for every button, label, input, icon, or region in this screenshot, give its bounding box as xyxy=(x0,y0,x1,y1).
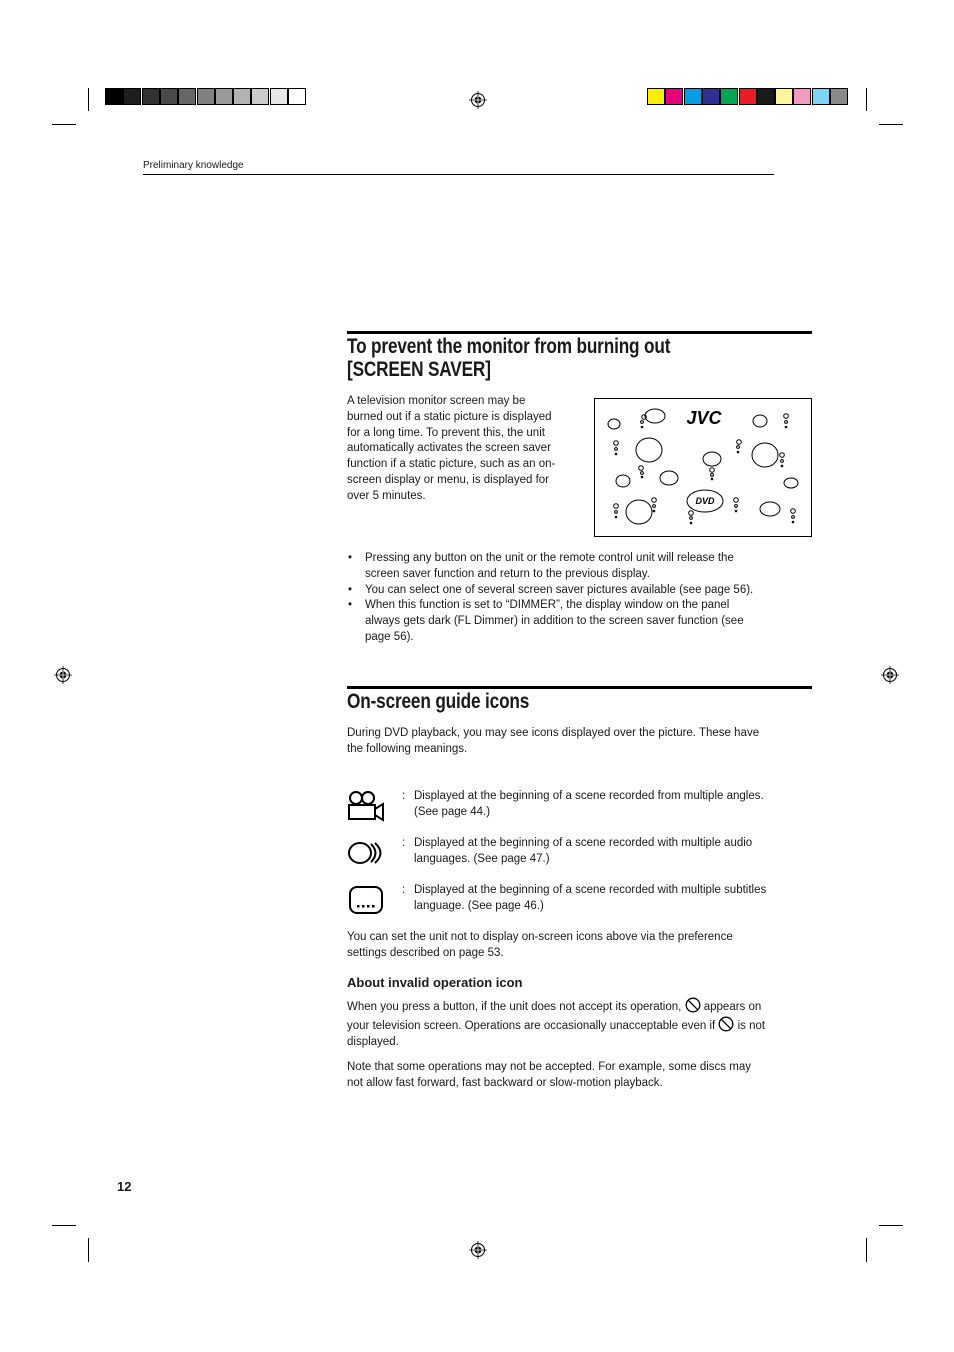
text-line: When this function is set to “DIMMER”, the display window on the panel xyxy=(365,599,730,612)
text-fragment: When you press a button, if the unit does not accept its operation, xyxy=(347,1001,682,1013)
bubbles-graphic xyxy=(595,399,811,536)
text-line: You can set the unit not to display on-screen icons above via the preference xyxy=(347,931,733,943)
screen-saver-illustration xyxy=(594,398,812,537)
text-line: A television monitor screen may be xyxy=(347,395,526,407)
text-fragment: your television screen. Operations are occasionally unacceptable even if xyxy=(347,1019,716,1032)
colon: : xyxy=(402,790,406,802)
list-item xyxy=(347,598,817,645)
text-line: Displayed at the beginning of a scene recorded from multiple angles. xyxy=(414,790,764,802)
colon: : xyxy=(402,837,406,849)
angle-camera-icon xyxy=(347,789,387,823)
invalid-operation-note xyxy=(347,1060,817,1092)
guide-icon-description xyxy=(414,836,814,868)
gray-swatch xyxy=(123,88,141,105)
text-line xyxy=(347,997,822,1016)
text-line: over 5 minutes. xyxy=(347,489,426,502)
gray-swatch xyxy=(160,88,178,105)
text-line: burned out if a static picture is displayed xyxy=(347,410,552,423)
gray-swatch xyxy=(215,88,233,105)
color-swatch xyxy=(775,88,793,105)
text-line: Displayed at the beginning of a scene recorded with multiple subtitles xyxy=(414,884,767,896)
gray-swatch xyxy=(233,88,251,105)
audio-language-icon xyxy=(347,836,387,870)
crop-mark-bottom-left-v xyxy=(88,1238,89,1262)
text-fragment: appears on xyxy=(700,1001,762,1013)
text-line: (See page 44.) xyxy=(414,805,491,818)
registration-mark-icon xyxy=(881,666,899,684)
guide-icon-row-subtitle xyxy=(347,883,817,919)
gray-swatch xyxy=(142,88,160,105)
guide-icons-title: On-screen guide icons xyxy=(347,690,530,713)
text-line: function if a static picture, such as an on- xyxy=(347,458,556,471)
registration-mark-icon xyxy=(469,91,487,109)
gray-swatch xyxy=(251,88,269,105)
subtitle-icon xyxy=(347,883,387,917)
text-line: During DVD playback, you may see icons displayed over the picture. These have xyxy=(347,727,760,739)
text-line: You can select one of several screen saver pictures available (see page 56). xyxy=(365,583,754,596)
jvc-logo: JVC xyxy=(686,408,722,428)
screen-saver-notes xyxy=(347,551,817,646)
text-line: Note that some operations may not be accepted. For example, some discs may xyxy=(347,1061,751,1073)
text-line: the following meanings. xyxy=(347,742,468,755)
guide-icons-note xyxy=(347,930,817,962)
color-swatch xyxy=(684,88,702,105)
text-fragment: is not xyxy=(734,1019,766,1032)
guide-icon-description xyxy=(414,789,814,821)
color-swatch xyxy=(739,88,757,105)
color-swatch xyxy=(830,88,848,105)
list-item xyxy=(347,583,817,599)
text-line: languages. (See page 47.) xyxy=(414,852,550,865)
crop-mark-top-right-h xyxy=(879,124,903,125)
prohibited-icon xyxy=(718,1016,734,1032)
screen-saver-title-line2: [SCREEN SAVER] xyxy=(347,358,491,381)
colon: : xyxy=(402,884,406,896)
text-line: not allow fast forward, fast backward or slow-motion playback. xyxy=(347,1076,663,1089)
bullet-marker: • xyxy=(348,552,353,564)
section-rule xyxy=(347,686,812,689)
text-line: for a long time. To prevent this, the unit xyxy=(347,426,545,439)
text-line: screen display or menu, is displayed for xyxy=(347,473,549,486)
text-line: displayed. xyxy=(347,1035,399,1048)
bullet-marker: • xyxy=(348,599,353,612)
prohibited-icon xyxy=(685,997,701,1013)
color-swatch xyxy=(812,88,830,105)
crop-mark-top-left-v xyxy=(88,88,89,111)
color-swatch xyxy=(665,88,683,105)
text-line: always gets dark (FL Dimmer) in addition to the screen saver function (see xyxy=(365,615,744,628)
crop-mark-bottom-left-h xyxy=(52,1225,76,1226)
bullet-marker: • xyxy=(348,583,353,596)
header-rule xyxy=(143,174,774,175)
gray-swatch xyxy=(105,88,123,105)
gray-swatch xyxy=(178,88,196,105)
section-rule xyxy=(347,331,812,334)
text-line: automatically activates the screen saver xyxy=(347,442,551,455)
color-swatch xyxy=(793,88,811,105)
list-item xyxy=(347,551,817,583)
text-line xyxy=(347,1016,822,1035)
crop-mark-top-left-h xyxy=(52,124,76,125)
crop-mark-top-right-v xyxy=(866,88,867,111)
guide-icon-row-angle xyxy=(347,789,817,825)
text-line: language. (See page 46.) xyxy=(414,899,544,912)
running-header: Preliminary knowledge xyxy=(143,160,244,171)
guide-icons-intro xyxy=(347,726,817,758)
crop-mark-bottom-right-h xyxy=(879,1225,903,1226)
gray-swatch xyxy=(270,88,288,105)
text-line: settings described on page 53. xyxy=(347,946,504,959)
text-line: Pressing any button on the unit or the remote control unit will release the xyxy=(365,552,734,564)
guide-icon-row-audio xyxy=(347,836,817,872)
screen-saver-title-line1: To prevent the monitor from burning out xyxy=(347,335,671,358)
dvd-logo-text: DVD xyxy=(695,496,715,506)
text-line: Displayed at the beginning of a scene recorded with multiple audio xyxy=(414,837,753,849)
text-line: screen saver function and return to the previous display. xyxy=(365,567,650,580)
guide-icon-description xyxy=(414,883,814,915)
invalid-operation-text xyxy=(347,997,822,1050)
page-number: 12 xyxy=(117,1179,132,1194)
color-swatch xyxy=(720,88,738,105)
registration-mark-icon xyxy=(469,1241,487,1259)
gray-swatch xyxy=(197,88,215,105)
text-line: page 56). xyxy=(365,630,414,643)
screen-saver-intro xyxy=(347,394,587,505)
crop-mark-bottom-right-v xyxy=(866,1238,867,1262)
color-swatch xyxy=(757,88,775,105)
gray-swatch xyxy=(288,88,306,105)
invalid-operation-heading: About invalid operation icon xyxy=(347,975,523,990)
color-swatch xyxy=(647,88,665,105)
registration-mark-icon xyxy=(54,666,72,684)
color-swatch xyxy=(702,88,720,105)
